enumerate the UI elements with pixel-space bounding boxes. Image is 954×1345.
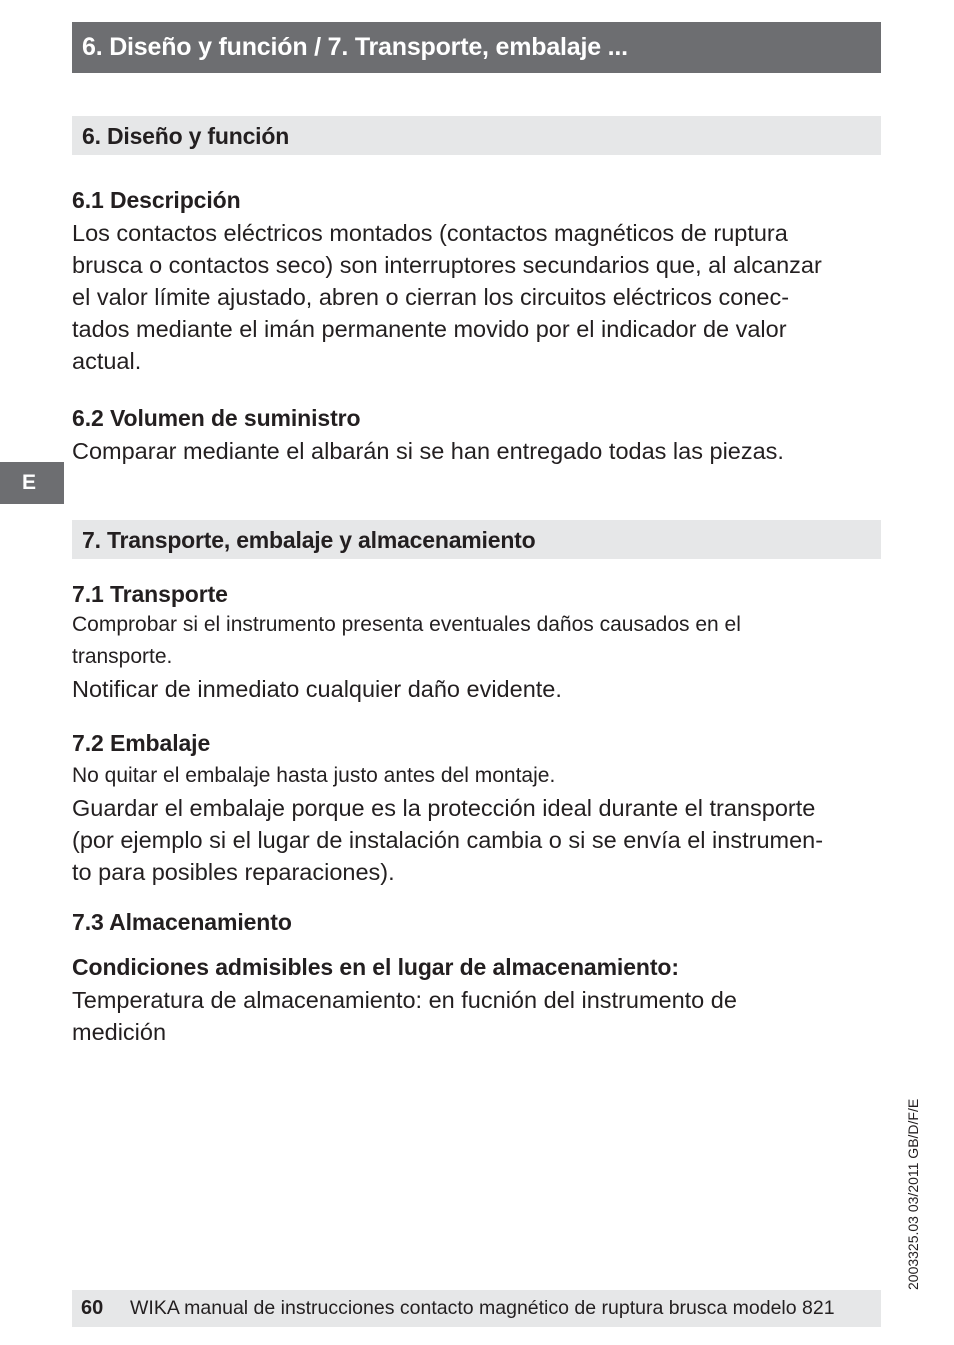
text-line: Comprobar si el instrumento presenta eventuales daños causados en el: [72, 613, 741, 636]
heading-7-1: 7.1 Transporte: [72, 581, 228, 607]
paragraph-7-3: [72, 984, 737, 1048]
paragraph-7-1: [72, 673, 562, 705]
text-line: actual.: [72, 348, 142, 374]
section-7-title: 7. Transporte, embalaje y almacenamiento: [82, 527, 536, 553]
page-number: 60: [81, 1297, 104, 1319]
paragraph-7-2: [72, 792, 823, 888]
heading-7-2: 7.2 Embalaje: [72, 730, 211, 756]
paragraph-7-1-small: [72, 609, 741, 673]
text-line: Notificar de inmediato cualquier daño evidente.: [72, 676, 562, 702]
text-line: Comparar mediante el albarán si se han entregado todas las piezas.: [72, 438, 784, 464]
text-line: transporte.: [72, 645, 173, 668]
text-line: (por ejemplo si el lugar de instalación cambia o si se envía el instrumen-: [72, 827, 824, 853]
footer-text: WIKA manual de instrucciones contacto magnético de ruptura brusca modelo 821: [130, 1297, 835, 1319]
heading-7-3: 7.3 Almacenamiento: [72, 909, 292, 935]
text-line: to para posibles reparaciones).: [72, 859, 395, 885]
text-line: brusca o contactos seco) son interruptores secundarios que, al alcanzar: [72, 252, 822, 278]
language-tab-label: E: [21, 471, 36, 494]
heading-6-2: 6.2 Volumen de suministro: [72, 405, 361, 431]
text-line: Guardar el embalaje porque es la protección ideal durante el transporte: [72, 795, 816, 821]
text-line: medición: [72, 1019, 167, 1045]
subheading-storage-conditions: Condiciones admisibles en el lugar de almacenamiento:: [72, 954, 679, 980]
paragraph-7-2-small: [72, 760, 555, 792]
document-code: 2003325.03 03/2011 GB/D/F/E: [905, 1098, 921, 1290]
text-line: el valor límite ajustado, abren o cierran los circuitos eléctricos conec-: [72, 284, 790, 310]
paragraph-6-1: [72, 217, 822, 377]
text-line: tados mediante el imán permanente movido por el indicador de valor: [72, 316, 787, 342]
paragraph-6-2: [72, 435, 784, 467]
heading-6-1: 6.1 Descripción: [72, 187, 241, 213]
text-line: Los contactos eléctricos montados (contactos magnéticos de ruptura: [72, 220, 788, 246]
page-title: 6. Diseño y función / 7. Transporte, embalaje ...: [82, 33, 628, 61]
text-line: Temperatura de almacenamiento: en fucnión del instrumento de: [72, 987, 737, 1013]
section-6-title: 6. Diseño y función: [82, 123, 290, 149]
text-line: No quitar el embalaje hasta justo antes del montaje.: [72, 764, 556, 787]
